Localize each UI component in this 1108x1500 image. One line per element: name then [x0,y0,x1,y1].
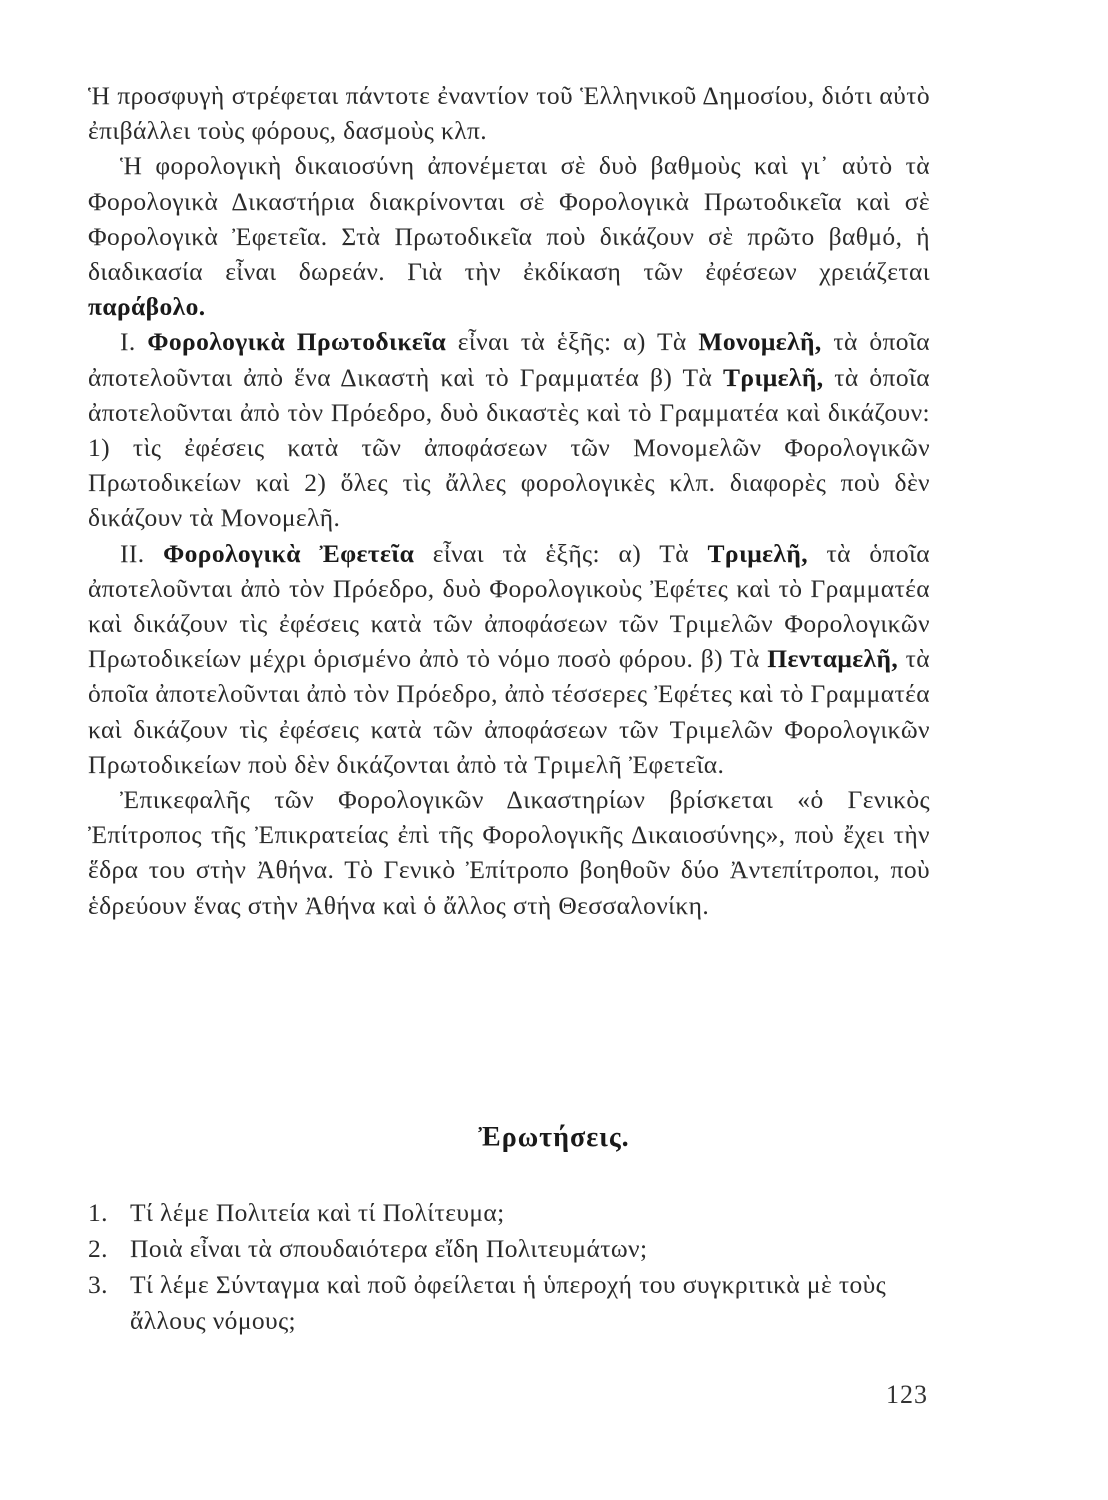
paragraph-tax-first-instance-courts [88,324,930,535]
paragraph-text: εἶναι τὰ ἑξῆς: α) Τὰ [414,538,708,568]
question-item [88,1231,930,1267]
question-number: 2. [88,1234,108,1263]
paragraph-text: Ἡ φορολογικὴ δικαιοσύνη ἀπονέμεται σὲ δυὸ βαθμοὺς καὶ γι᾽ αὐτὸ τὰ Φορολογικὰ Δικαστήρια διακρίνονται σὲ Φορολογικὰ Πρωτοδικεῖα καὶ σὲ Φορολογικὰ Ἐφετεῖα. Στὰ Πρωτοδικεῖα ποὺ δικάζουν σὲ πρῶτο βαθμό, ἡ διαδικασία εἶναι δωρεάν. Γιὰ τὴν ἐκδίκαση τῶν ἐφέσεων χρειάζεται [88,151,930,287]
bold-term: Πενταμελῆ, [767,644,899,674]
paragraph-text: τὰ ὁποῖα ἀποτελοῦνται ἀπὸ τὸν Πρόεδρο, ἀπὸ τέσσερες Ἐφέτες καὶ τὸ Γραμματέα καὶ δικάζουν τὶς ἐφέσεις κατὰ τῶν ἀποφάσεων τῶν Τριμελῶν Φορολογικῶν Πρωτοδικείων ποὺ δὲν δικάζονται ἀπὸ τὰ Τριμελῆ Ἐφετεῖα. [88,644,930,779]
question-item [88,1267,930,1339]
question-number: 3. [88,1270,108,1299]
paragraph-appeal [88,78,930,148]
page-number: 123 [886,1380,928,1409]
paragraph-text: τὰ ὁποῖα ἀποτελοῦνται ἀπὸ τὸν Πρόεδρο, δυὸ δικαστὲς καὶ τὸ Γραμματέα καὶ δικάζουν: 1) τὶς ἐφέσεις κατὰ τῶν ἀποφάσεων τῶν Μονομελῶν Φορολογικῶν Πρωτοδικείων καὶ 2) ὅλες τὶς ἄλλες φορολογικὲς κλπ. διαφορὲς ποὺ δὲν δικάζουν τὰ Μονομελῆ. [88,362,930,533]
question-item [88,1195,930,1231]
bold-term: Φορολογικὰ Πρωτοδικεῖα [147,327,447,357]
question-text: Τί λέμε Σύνταγμα καὶ ποῦ ὀφείλεται ἡ ὑπεροχή του συγκριτικὰ μὲ τοὺς ἄλλους νόμους; [130,1270,887,1335]
bold-term: παράβολο. [88,292,206,322]
body-text [88,78,930,923]
questions-list [88,1195,930,1339]
bold-term: Φορολογικὰ Ἐφετεῖα [163,538,415,568]
paragraph-tax-justice [88,148,930,324]
question-text: Τί λέμε Πολιτεία καὶ τί Πολίτευμα; [130,1198,505,1227]
paragraph-text: εἶναι τὰ ἑξῆς: α) Τὰ [446,327,699,357]
paragraph-text: τὰ ὁποῖα ἀποτελοῦνται ἀπὸ τὸν Πρόεδρο, δυὸ Φορολογικοὺς Ἐφέτες καὶ τὸ Γραμματέα καὶ δικάζουν τὶς ἐφέσεις κατὰ τῶν ἀποφάσεων τῶν Τριμελῶν Φορολογικῶν Πρωτοδικείων μέχρι ὁρισμένο ἀπὸ τὸ νόμο ποσὸ φόρου. β) Τὰ [88,538,930,674]
question-text: Ποιὰ εἶναι τὰ σπουδαιότερα εἴδη Πολιτευμάτων; [130,1234,648,1263]
paragraph-text: τὰ ὁποῖα ἀποτελοῦνται ἀπὸ ἕνα Δικαστὴ καὶ τὸ Γραμματέα β) Τὰ [88,327,930,392]
paragraph-general-commissioner [88,782,930,923]
bold-term: Μονομελῆ, [698,327,822,357]
section-numeral: ΙΙ. [120,538,164,568]
bold-term: Τριμελῆ, [707,538,808,568]
questions-heading: Ἐρωτήσεις. [478,1122,630,1153]
section-numeral: Ι. [120,327,148,357]
paragraph-text: Ἡ προσφυγὴ στρέφεται πάντοτε ἐναντίον τοῦ Ἑλληνικοῦ Δημοσίου, διότι αὐτὸ ἐπιβάλλει τοὺς φόρους, δασμοὺς κλπ. [88,81,930,146]
question-number: 1. [88,1198,108,1227]
paragraph-tax-appeal-courts [88,536,930,782]
bold-term: Τριμελῆ, [723,362,824,392]
paragraph-text: Ἐπικεφαλῆς τῶν Φορολογικῶν Δικαστηρίων βρίσκεται «ὁ Γενικὸς Ἐπίτροπος τῆς Ἐπικρατείας ἐπὶ τῆς Φορολογικῆς Δικαιοσύνης», ποὺ ἔχει τὴν ἕδρα του στὴν Ἀθήνα. Τὸ Γενικὸ Ἐπίτροπο βοηθοῦν δύο Ἀντεπίτροποι, ποὺ ἑδρεύουν ἕνας στὴν Ἀθήνα καὶ ὁ ἄλλος στὴ Θεσσαλονίκη. [88,785,930,920]
